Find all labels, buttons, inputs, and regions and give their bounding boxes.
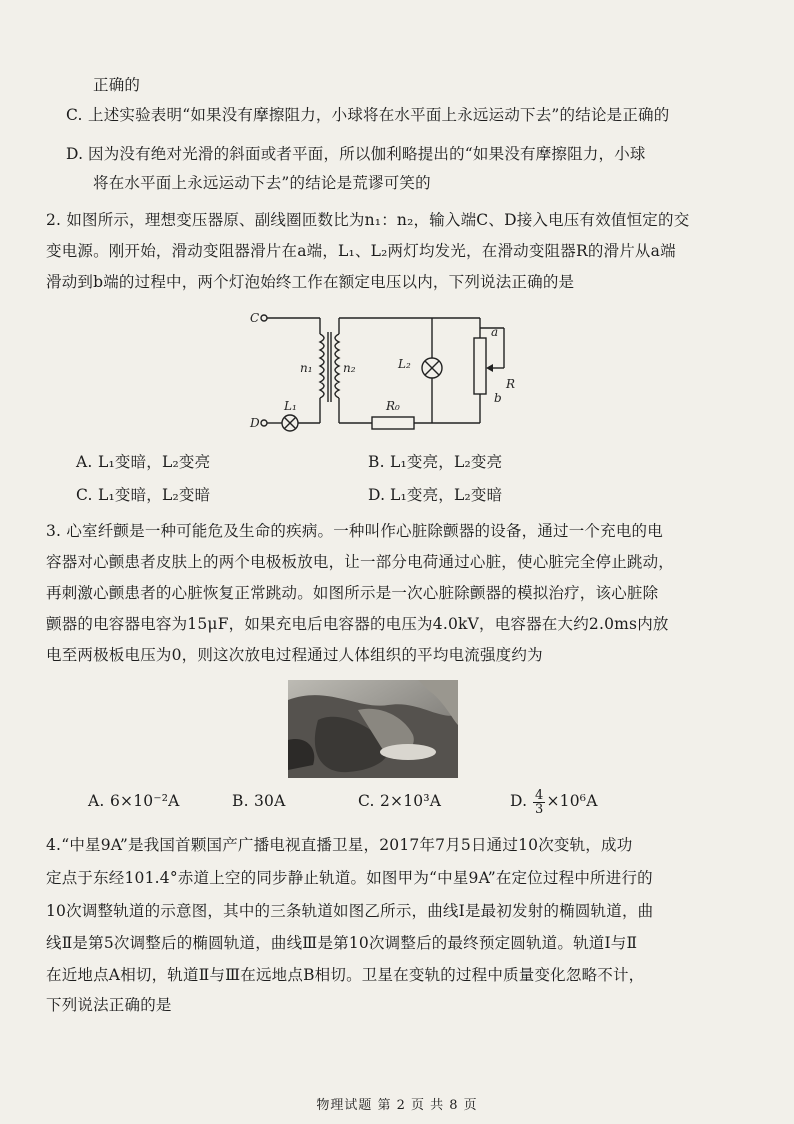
secondary-coil	[335, 334, 339, 398]
label-n2: n₂	[343, 361, 356, 375]
fraction: $\frac{4}{3}$	[535, 787, 544, 817]
q3-option-b: B. 30A	[232, 792, 286, 810]
q4-stem-line6: 下列说法正确的是	[46, 996, 172, 1014]
label-l2: L₂	[398, 357, 411, 371]
q2-stem-line2: 变电源。刚开始，滑动变阻器滑片在a端，L₁、L₂两灯均发光，在滑动变阻器R的滑片从a端	[46, 242, 676, 260]
q2-stem-line1: 2. 如图所示，理想变压器原、副线圈匝数比为n₁：n₂，输入端C、D接入电压有效值恒定的交	[46, 211, 690, 229]
q1-option-d-line2: 将在水平面上永远运动下去”的结论是荒谬可笑的	[93, 174, 431, 192]
page-footer: 物理试题 第 2 页 共 8 页	[316, 1098, 478, 1113]
q2-option-b: B. L₁变亮，L₂变亮	[368, 453, 503, 471]
label-n1: n₁	[300, 361, 313, 375]
q3-stem-line5: 电至两极板电压为0，则这次放电过程通过人体组织的平均电流强度约为	[46, 646, 543, 664]
q3-stem-line2: 容器对心颤患者皮肤上的两个电极板放电，让一部分电荷通过心脏，使心脏完全停止跳动，	[46, 553, 675, 571]
q4-stem-line3: 10次调整轨道的示意图，其中的三条轨道如图乙所示，曲线Ⅰ是最初发射的椭圆轨道，曲	[46, 902, 654, 920]
q2-stem-line3: 滑动到b端的过程中，两个灯泡始终工作在额定电压以内，下列说法正确的是	[46, 273, 575, 291]
label-c: C	[250, 311, 260, 325]
defibrillator-photo	[288, 680, 458, 778]
q1-option-b-tail: 正确的	[93, 76, 141, 94]
q4-stem-line4: 线Ⅱ是第5次调整后的椭圆轨道，曲线Ⅲ是第10次调整后的最终预定圆轨道。轨道Ⅰ与Ⅱ	[46, 934, 638, 952]
q2-option-a: A. L₁变暗，L₂变亮	[76, 453, 211, 471]
terminal-c	[261, 315, 267, 321]
q4-stem-line1: 4.“中星9A”是我国首颗国产广播电视直播卫星，2017年7月5日通过10次变轨，成功	[46, 836, 633, 854]
transformer-circuit-diagram	[248, 306, 540, 444]
q3-option-c: C. 2×10³A	[358, 792, 442, 810]
label-l1: L₁	[284, 399, 297, 413]
q3-option-d: D. $\frac{4}{3}$ ×10⁶A	[510, 787, 598, 817]
q1-option-c: C. 上述实验表明“如果没有摩擦阻力，小球将在水平面上永远运动下去”的结论是正确的	[66, 106, 670, 124]
q3-stem-line3: 再刺激心颤患者的心脏恢复正常跳动。如图所示是一次心脏除颤器的模拟治疗，该心脏除	[46, 584, 659, 602]
q4-stem-line2: 定点于东经101.4°赤道上空的同步静止轨道。如图甲为“中星9A”在定位过程中所进行的	[46, 869, 653, 887]
q3-option-a: A. 6×10⁻²A	[88, 792, 180, 810]
label-b: b	[494, 391, 502, 405]
resistor-r0	[372, 417, 414, 429]
label-a: a	[491, 325, 499, 339]
q1-option-d: D. 因为没有绝对光滑的斜面或者平面，所以伽利略提出的“如果没有摩擦阻力，小球	[66, 145, 646, 163]
terminal-d	[261, 420, 267, 426]
label-r: R	[506, 377, 516, 391]
label-r0: R₀	[386, 399, 400, 413]
primary-coil	[320, 334, 324, 398]
q4-stem-line5: 在近地点A相切，轨道Ⅱ与Ⅲ在远地点B相切。卫星在变轨的过程中质量变化忽略不计，	[46, 966, 645, 984]
q2-option-c: C. L₁变暗，L₂变暗	[76, 486, 211, 504]
rheostat-r	[474, 338, 486, 394]
q3-stem-line4: 颤器的电容器电容为15μF，如果充电后电容器的电压为4.0kV，电容器在大约2.0ms内放	[46, 615, 669, 633]
label-d: D	[250, 416, 260, 430]
q2-option-d: D. L₁变亮，L₂变暗	[368, 486, 503, 504]
q3-stem-line1: 3. 心室纤颤是一种可能危及生命的疾病。一种叫作心脏除颤器的设备，通过一个充电的电	[46, 522, 663, 540]
